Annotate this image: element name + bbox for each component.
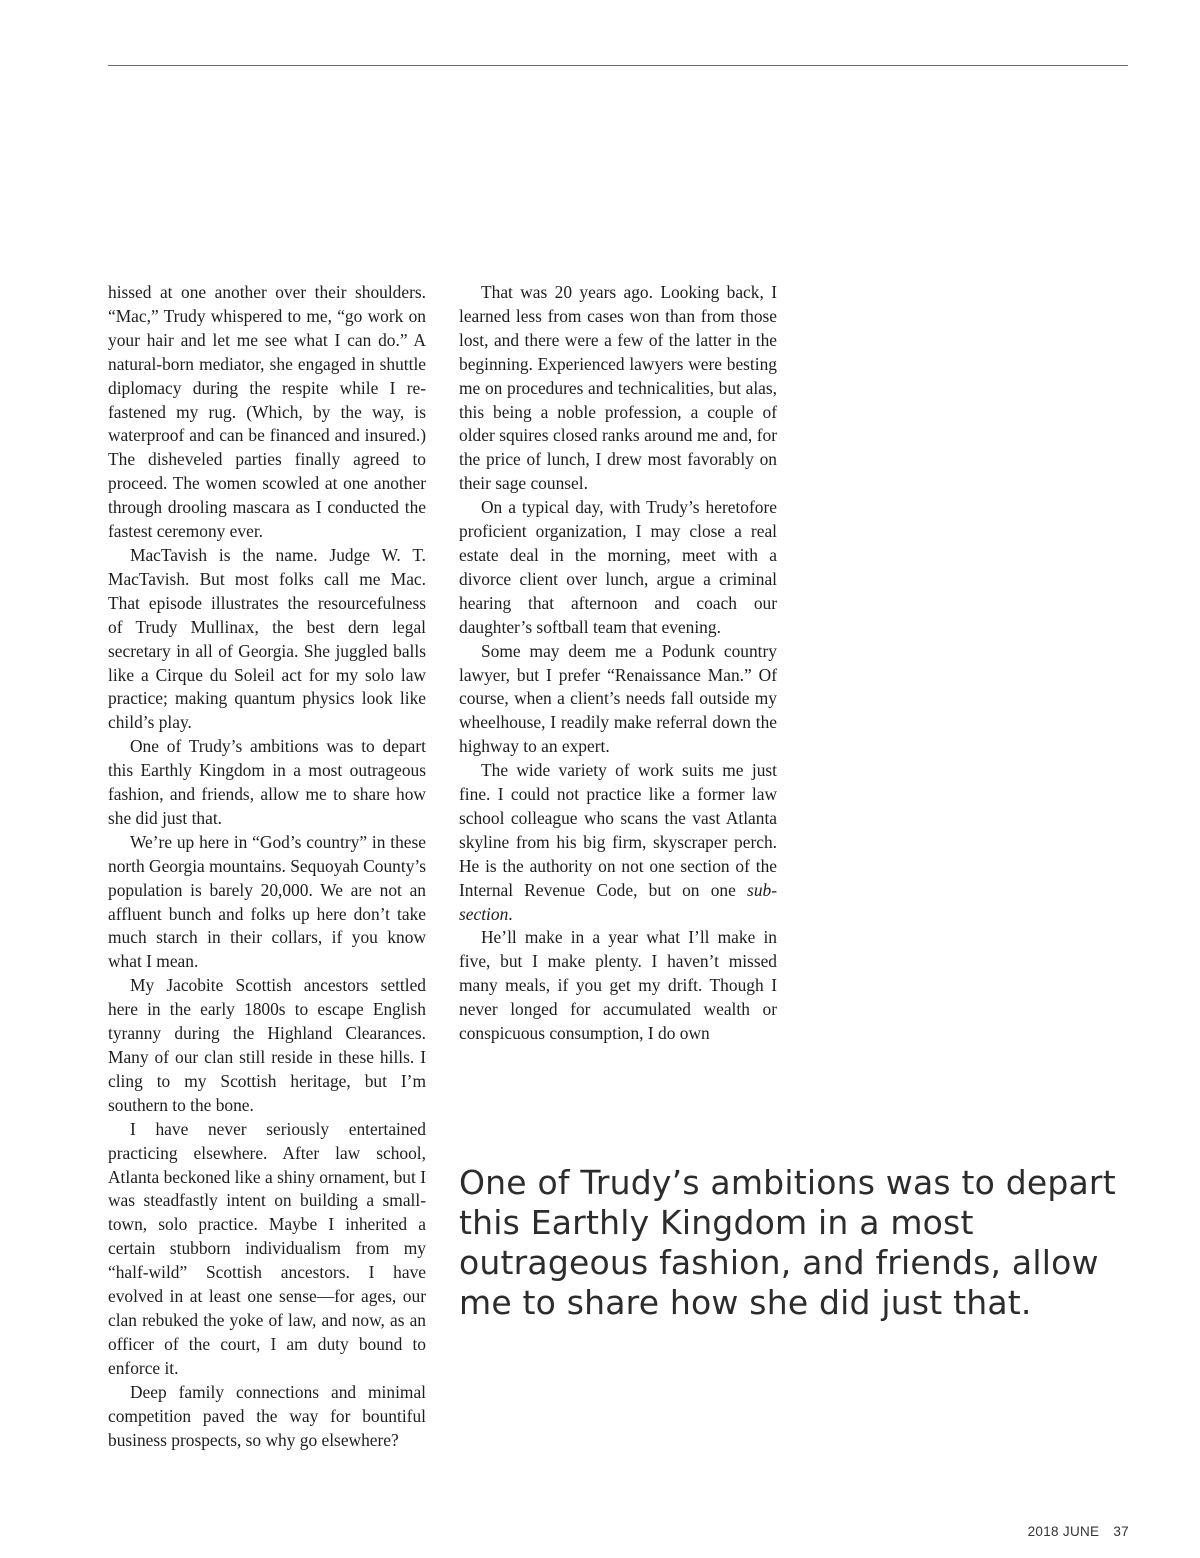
body-paragraph: MacTavish is the name. Judge W. T. MacTavish. But most folks call me Mac. That episode illustrates the resourcefulness of Trudy Mullinax, the best dern legal secretary in all of Georgia. She juggled balls like a Cirque du Soleil act for my solo law practice; making quantum physics look like child’s play.: [108, 544, 426, 733]
header-rule: [108, 65, 1128, 66]
body-paragraph: I have never seriously entertained practicing elsewhere. After law school, Atlanta beckoned like a shiny ornament, but I was steadfastly intent on building a small-town, solo practice. Maybe I inherited a certain stubborn individualism from my “half-wild” Scottish ancestors. I have evolved in at least one sense—for ages, our clan rebuked the yoke of law, and now, as an officer of the court, I am duty bound to enforce it.: [108, 1118, 426, 1378]
pull-quote: One of Trudy’s ambitions was to depart this Earthly Kingdom in a most outrageous fashion, and friends, allow me to share how she did just that.: [459, 1163, 1116, 1322]
page-footer: [1028, 1524, 1129, 1539]
issue-date: 2018 JUNE: [1027, 1524, 1100, 1539]
italic-emphasis: sub-section: [459, 879, 777, 924]
body-paragraph: He’ll make in a year what I’ll make in five, but I make plenty. I haven’t missed many meals, if you get my drift. Though I never longed for accumulated wealth or conspicuous consumption, I do own: [459, 927, 777, 1044]
paragraph-text: The wide variety of work suits me just fine. I could not practice like a former law school colleague who scans the vast Atlanta skyline from his big firm, skyscraper perch. He is the authority on not one section of the Internal Revenue Code, but on one: [459, 760, 777, 900]
paragraph-text: .: [508, 903, 513, 924]
body-paragraph: We’re up here in “God’s country” in these north Georgia mountains. Sequoyah County’s population is barely 20,000. We are not an affluent bunch and folks up here don’t take much starch in their collars, if you know what I mean.: [108, 831, 426, 972]
body-paragraph: One of Trudy’s ambitions was to depart this Earthly Kingdom in a most outrageous fashion, and friends, allow me to share how she did just that.: [108, 736, 426, 828]
body-paragraph: On a typical day, with Trudy’s heretofore proficient organization, I may close a real estate deal in the morning, meet with a divorce client over lunch, argue a criminal hearing that afternoon and coach our daughter’s softball team that evening.: [459, 497, 777, 637]
right-column: [459, 281, 777, 1046]
body-paragraph: [459, 759, 777, 926]
body-paragraph: My Jacobite Scottish ancestors settled here in the early 1800s to escape English tyranny during the Highland Clearances. Many of our clan still reside in these hills. I cling to my Scottish heritage, but I’m southern to the bone.: [108, 975, 426, 1115]
page-number: 37: [1113, 1524, 1129, 1539]
body-paragraph: Deep family connections and minimal competition paved the way for bountiful business prospects, so why go elsewhere?: [108, 1381, 426, 1450]
body-paragraph: hissed at one another over their shoulders. “Mac,” Trudy whispered to me, “go work on your hair and let me see what I can do.” A natural-born mediator, she engaged in shuttle diplomacy during the respite while I re-fastened my rug. (Which, by the way, is waterproof and can be financed and insured.) The disheveled parties finally agreed to proceed. The women scowled at one another through drooling mascara as I conducted the fastest ceremony ever.: [108, 282, 426, 542]
body-paragraph: That was 20 years ago. Looking back, I learned less from cases won than from those lost, and there were a few of the latter in the beginning. Experienced lawyers were besting me on procedures and technicalities, but alas, this being a noble profession, a couple of older squires closed ranks around me and, for the price of lunch, I drew most favorably on their sage counsel.: [459, 282, 777, 494]
body-paragraph: Some may deem me a Podunk country lawyer, but I prefer “Renaissance Man.” Of course, when a client’s needs fall outside my wheelhouse, I readily make referral down the highway to an expert.: [459, 640, 777, 757]
left-column: [108, 281, 426, 1452]
